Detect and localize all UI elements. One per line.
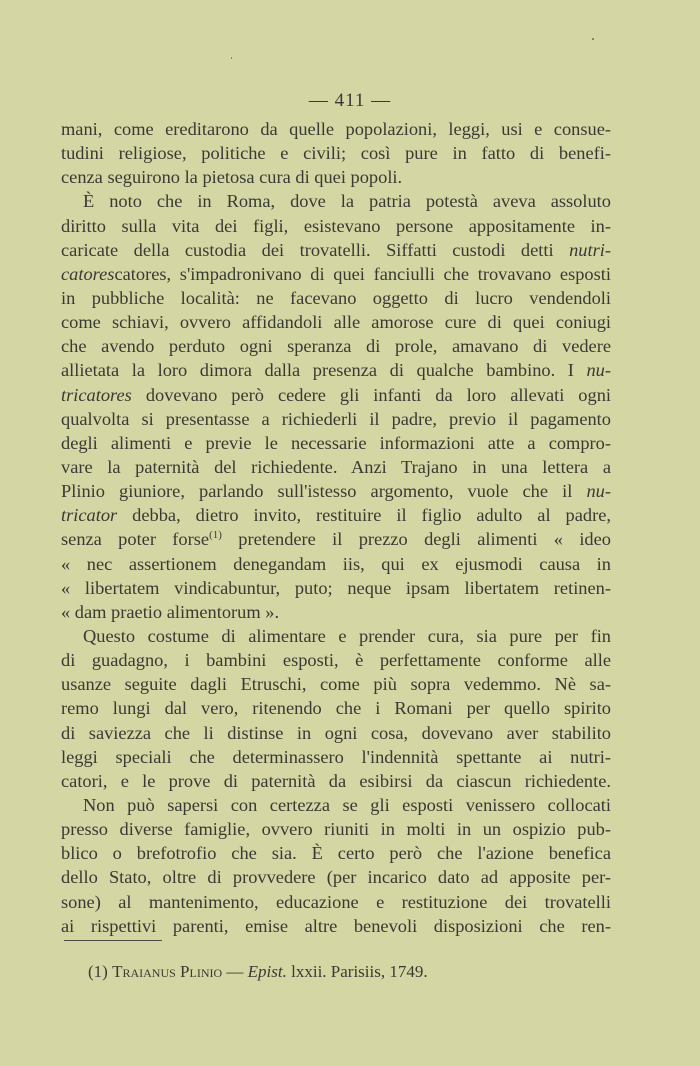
text-line: leggi speciali che determinassero l'indennità spettante ai nutri- — [61, 746, 611, 767]
text-line — [61, 383, 611, 407]
text-line: catori, e le prove di paternità da esibirsi da ciascun richiedente. — [61, 770, 611, 791]
paper-speck — [592, 38, 594, 40]
text-line: blico o brefotrofio che sia. È certo però che l'azione benefica — [61, 843, 611, 864]
text-line: che avendo perduto ogni speranza di prole, amavano di vedere — [61, 336, 611, 357]
text-line: qualvolta si presentasse a richiederli il padre, previo il pagamento — [61, 408, 611, 429]
italic-term: nu- — [586, 481, 611, 502]
text-segment: debba, dietro invito, restituire il figlio adulto al padre, — [117, 505, 611, 526]
footnote-marker: (1) — [209, 529, 222, 542]
footnote-author: Traianus Plinio — [112, 962, 223, 981]
text-line: vare la paternità del richiedente. Anzi Trajano in una lettera a — [61, 456, 611, 477]
text-line: come schiavi, ovvero affidandoli alle amorose cure di quei coniugi — [61, 312, 611, 333]
text-line: dello Stato, oltre di provvedere (per incarico dato ad apposite per- — [61, 867, 611, 888]
text-line: diritto sulla vita dei figli, esistevano persone appositamente in- — [61, 215, 611, 236]
italic-term: tricator — [61, 505, 118, 526]
italic-term: nutri- — [569, 239, 611, 260]
text-line: di saviezza che li distinse in ogni cosa, dovevano aver stabilito — [61, 722, 611, 743]
text-line: « nec assertionem denegandam iis, qui ex ejusmodi causa in — [61, 553, 611, 574]
footnote-rule — [64, 940, 162, 941]
text-segment: dovevano però cedere gli infanti da loro allevati ogni — [131, 384, 611, 405]
text-line: Questo costume di alimentare e prender cura, sia pure per fin — [83, 625, 611, 646]
text-line: È noto che in Roma, dove la patria potestà aveva assoluto — [83, 191, 611, 212]
text-line — [61, 358, 611, 382]
text-line: in pubbliche località: ne facevano oggetto di lucro vendendoli — [61, 287, 611, 308]
text-segment: pretendere il prezzo degli alimenti « ideo — [221, 529, 611, 550]
text-line: cenza seguirono la pietosa cura di quei popoli. — [61, 167, 403, 188]
text-line: tudini religiose, politiche e civili; così pure in fatto di benefi- — [61, 143, 611, 164]
text-line: « dam praetio alimentorum ». — [61, 601, 280, 622]
text-line — [61, 503, 611, 527]
text-line — [61, 527, 611, 551]
paper-speck — [231, 57, 232, 59]
text-line: di guadagno, i bambini esposti, è perfettamente conforme alle — [61, 650, 611, 671]
footnote-rest: lxxii. Parisiis, 1749. — [286, 962, 428, 981]
text-segment: catores, s'impadronivano di quei fanciulli che trovavano esposti — [114, 263, 611, 284]
text-line: usanze seguite dagli Etruschi, come più sopra vedemmo. Nè sa- — [61, 674, 611, 695]
footnote — [88, 962, 428, 982]
text-line: remo lungi dal vero, ritenendo che i Romani per quello spirito — [61, 698, 611, 719]
text-segment: allietata la loro dimora dalla presenza di qualche bambino. I — [61, 360, 587, 381]
text-line — [61, 238, 611, 262]
text-line: « libertatem vindicabuntur, puto; neque ipsam libertatem retinen- — [61, 577, 611, 598]
footnote-number: (1) — [88, 962, 108, 981]
italic-term: nu- — [586, 360, 611, 381]
text-line: presso diverse famiglie, ovvero riuniti in molti in un ospizio pub- — [61, 819, 611, 840]
text-segment: caricate della custodia dei trovatelli. Siffatti custodi detti — [61, 239, 570, 260]
body-text — [61, 117, 611, 938]
footnote-dash: — — [222, 962, 248, 981]
page-number: — 411 — — [308, 90, 392, 111]
text-line: ai rispettivi parenti, emise altre benevoli disposizioni che ren- — [61, 915, 611, 936]
text-line — [61, 262, 611, 286]
text-line: sone) al mantenimento, educazione e restituzione dei trovatelli — [61, 891, 611, 912]
text-line: mani, come ereditarono da quelle popolazioni, leggi, usi e consue- — [61, 119, 611, 139]
italic-term: tricatores — [61, 384, 132, 405]
text-line — [61, 479, 611, 503]
text-line: Non può sapersi con certezza se gli esposti venissero collocati — [83, 794, 611, 815]
italic-term: catores — [61, 263, 115, 284]
text-segment: senza poter forse — [61, 529, 210, 550]
footnote-work: Epist. — [247, 962, 287, 981]
text-segment: Plinio giuniore, parlando sull'istesso argomento, vuole che il — [61, 481, 587, 502]
text-line: degli alimenti e previe le necessarie informazioni atte a compro- — [61, 432, 611, 453]
